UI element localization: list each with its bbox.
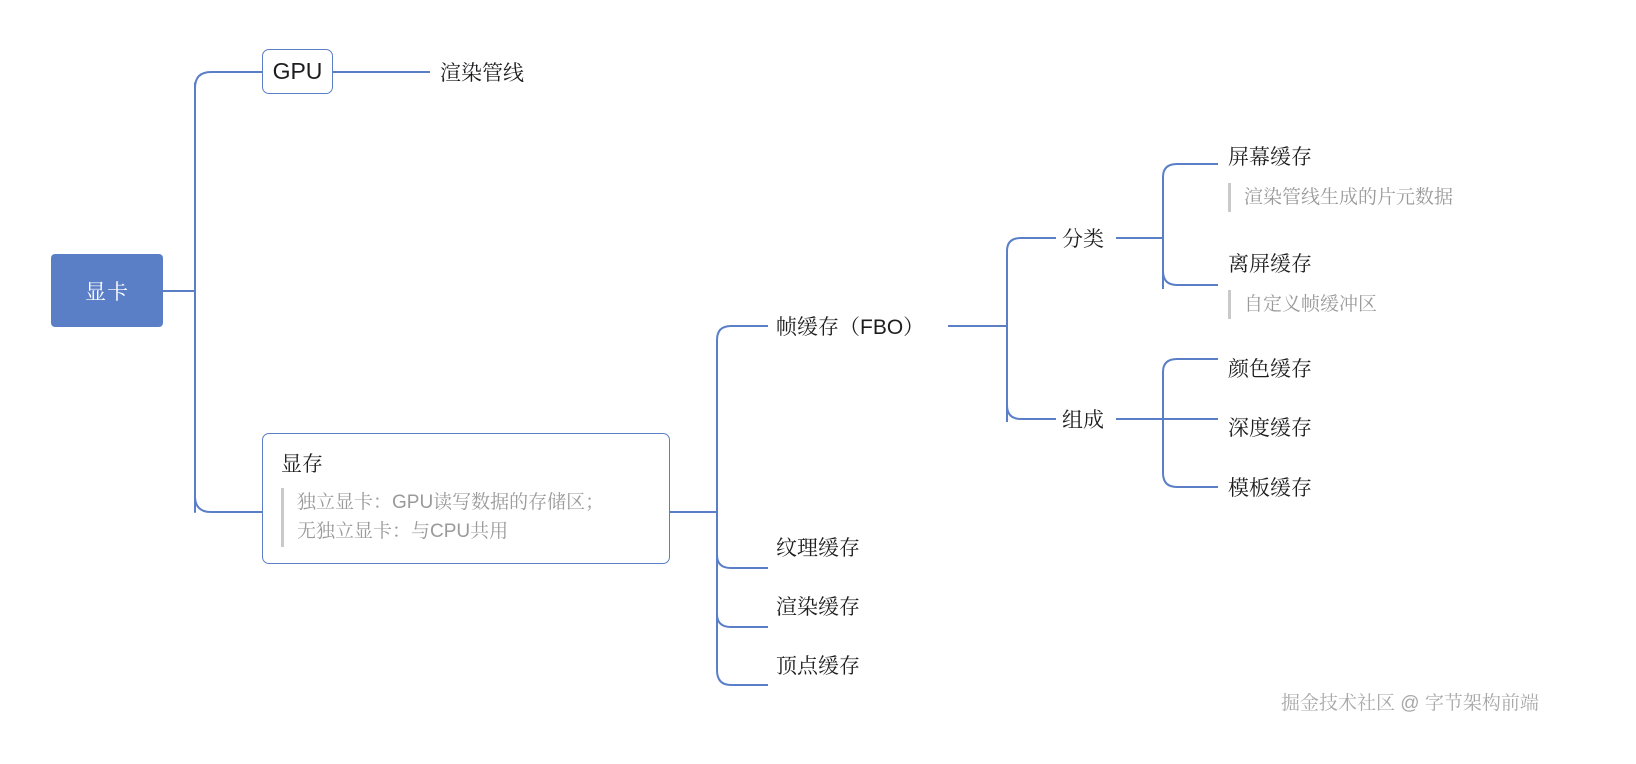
node-composition[interactable] [1062,404,1104,434]
node-render-cache[interactable] [776,591,860,621]
link-trunk2-vertex [717,656,768,685]
node-screen-buffer-note-text: 渲染管线生成的片元数据 [1244,187,1454,208]
node-vertex-cache[interactable] [776,650,860,680]
node-offscreen-buffer-label: 离屏缓存 [1228,253,1312,276]
link-trunk-vram [195,480,262,512]
node-screen-buffer[interactable] [1228,141,1453,212]
link-trunk5-stencil [1163,460,1218,487]
node-category[interactable] [1062,223,1104,253]
node-vram-note [281,488,651,547]
node-stencil-buffer[interactable] [1228,472,1312,502]
node-depth-buffer-label: 深度缓存 [1228,417,1312,440]
node-texture-cache-label: 纹理缓存 [776,537,860,560]
node-stencil-buffer-label: 模板缓存 [1228,477,1312,500]
link-trunk5-color [1163,359,1218,385]
link-trunk2-render [717,600,768,627]
node-render-pipeline[interactable] [440,57,524,87]
node-vram-note-line-2: 无独立显卡：与CPU共用 [297,521,509,543]
node-render-pipeline-label: 渲染管线 [440,62,524,85]
link-trunk4-offscreen [1163,258,1218,285]
node-frame-buffer[interactable] [776,311,924,341]
node-vram-title: 显存 [281,453,323,476]
node-screen-buffer-label: 屏幕缓存 [1228,146,1312,169]
node-offscreen-buffer-note [1228,290,1377,319]
node-render-cache-label: 渲染缓存 [776,596,860,619]
node-vertex-cache-label: 顶点缓存 [776,655,860,678]
link-trunk4-screen [1163,164,1218,190]
node-root-graphics-card[interactable] [51,254,163,327]
node-gpu-label: GPU [272,58,323,84]
node-screen-buffer-note [1228,183,1453,212]
node-vram-note-line-1: 独立显卡：GPU读写数据的存储区； [297,492,605,513]
node-color-buffer[interactable] [1228,353,1312,383]
watermark-text: 掘金技术社区 @ 字节架构前端 [1281,693,1539,714]
watermark [1281,688,1539,715]
link-trunk3-category [1007,238,1056,265]
node-root-label: 显卡 [85,280,129,304]
link-trunk2-texture [717,541,768,568]
link-trunk-gpu [195,72,262,103]
node-color-buffer-label: 颜色缓存 [1228,358,1312,381]
node-frame-buffer-label: 帧缓存（FBO） [776,316,925,339]
node-category-label: 分类 [1062,228,1104,251]
node-offscreen-buffer[interactable] [1228,248,1377,319]
node-depth-buffer[interactable] [1228,412,1312,442]
node-texture-cache[interactable] [776,532,860,562]
link-trunk3-composition [1007,390,1056,419]
node-gpu[interactable] [262,49,333,94]
node-vram[interactable] [262,433,670,564]
link-trunk2-fbo [717,326,768,356]
node-composition-label: 组成 [1062,409,1104,432]
node-offscreen-buffer-note-text: 自定义帧缓冲区 [1244,294,1378,315]
